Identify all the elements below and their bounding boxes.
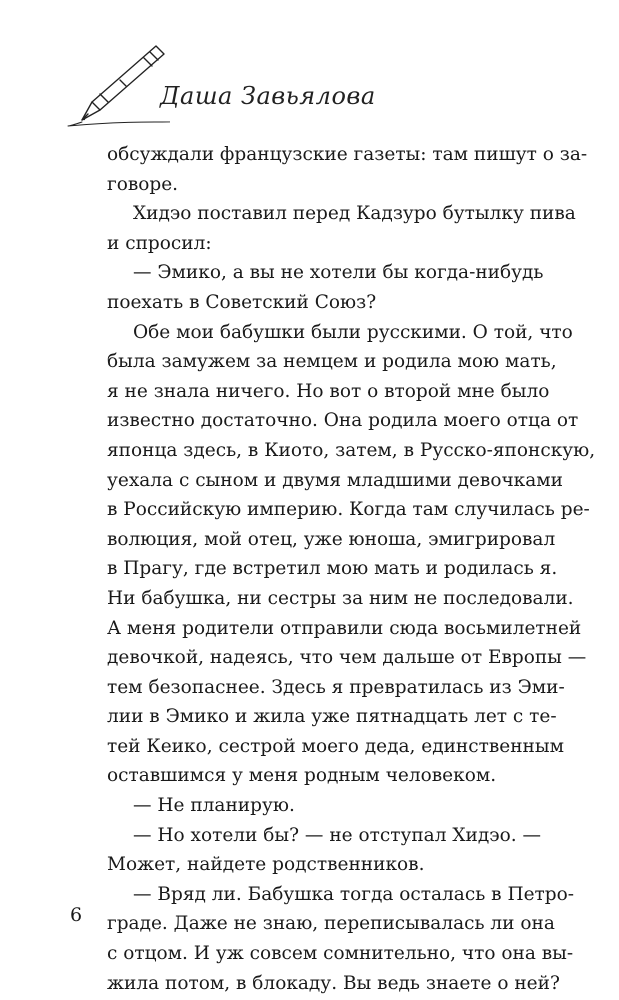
fountain-pen-icon [60,40,170,140]
text-line: в Российскую империю. Когда там случилась ре- [107,499,590,521]
text-line: — Эмико, а вы не хотели бы когда-нибудь [133,262,544,284]
text-line: Ни бабушка, ни сестры за ним не последовали. [107,587,574,609]
running-header [60,40,380,140]
text-line: волюция, мой отец, уже юноша, эмигрировал [107,528,556,550]
text-line: уехала с сыном и двумя младшими девочками [107,469,563,491]
text-line: Хидэо поставил перед Кадзуро бутылку пива [133,203,576,225]
text-line: тем безопаснее. Здесь я превратилась из Эми- [107,676,565,698]
text-line: оставшимся у меня родным человеком. [107,765,497,787]
text-line: обсуждали французские газеты: там пишут о за- [107,144,588,165]
text-line: поехать в Советский Союз? [107,291,377,313]
text-line: говоре. [107,173,179,195]
author-name: Даша Завьялова [160,82,376,110]
text-line: Обе мои бабушки были русскими. О той, что [133,321,573,343]
text-line: я не знала ничего. Но вот о второй мне было [107,380,550,402]
text-line: — Вряд ли. Бабушка тогда осталась в Петро- [133,883,574,905]
text-line: граде. Даже не знаю, переписывалась ли она [107,913,555,935]
text-line: девочкой, надеясь, что чем дальше от Европы — [107,647,587,669]
page-number: 6 [70,904,83,926]
text-line: А меня родители отправили сюда восьмилетней [107,617,582,639]
text-line: — Не планирую. [133,795,295,817]
text-line: в Прагу, где встретил мою мать и родилась я. [107,558,558,580]
text-line: была замужем за немцем и родила мою мать, [107,351,557,373]
text-line: с отцом. И уж совсем сомнительно, что она вы- [107,943,574,965]
text-line: жила потом, в блокаду. Вы ведь знаете о ней? [107,972,560,994]
text-line: известно достаточно. Она родила моего отца от [107,410,579,432]
text-line: и спросил: [107,232,212,254]
text-line: — Но хотели бы? — не отступал Хидэо. — [133,824,541,846]
text-line: лии в Эмико и жила уже пятнадцать лет с те- [107,706,557,728]
body-text [107,140,596,998]
text-line: тей Кеико, сестрой моего деда, единственным [107,735,564,757]
text-line: японца здесь, в Киото, затем, в Русско-японскую, [107,439,596,461]
text-line: Может, найдете родственников. [107,854,425,876]
